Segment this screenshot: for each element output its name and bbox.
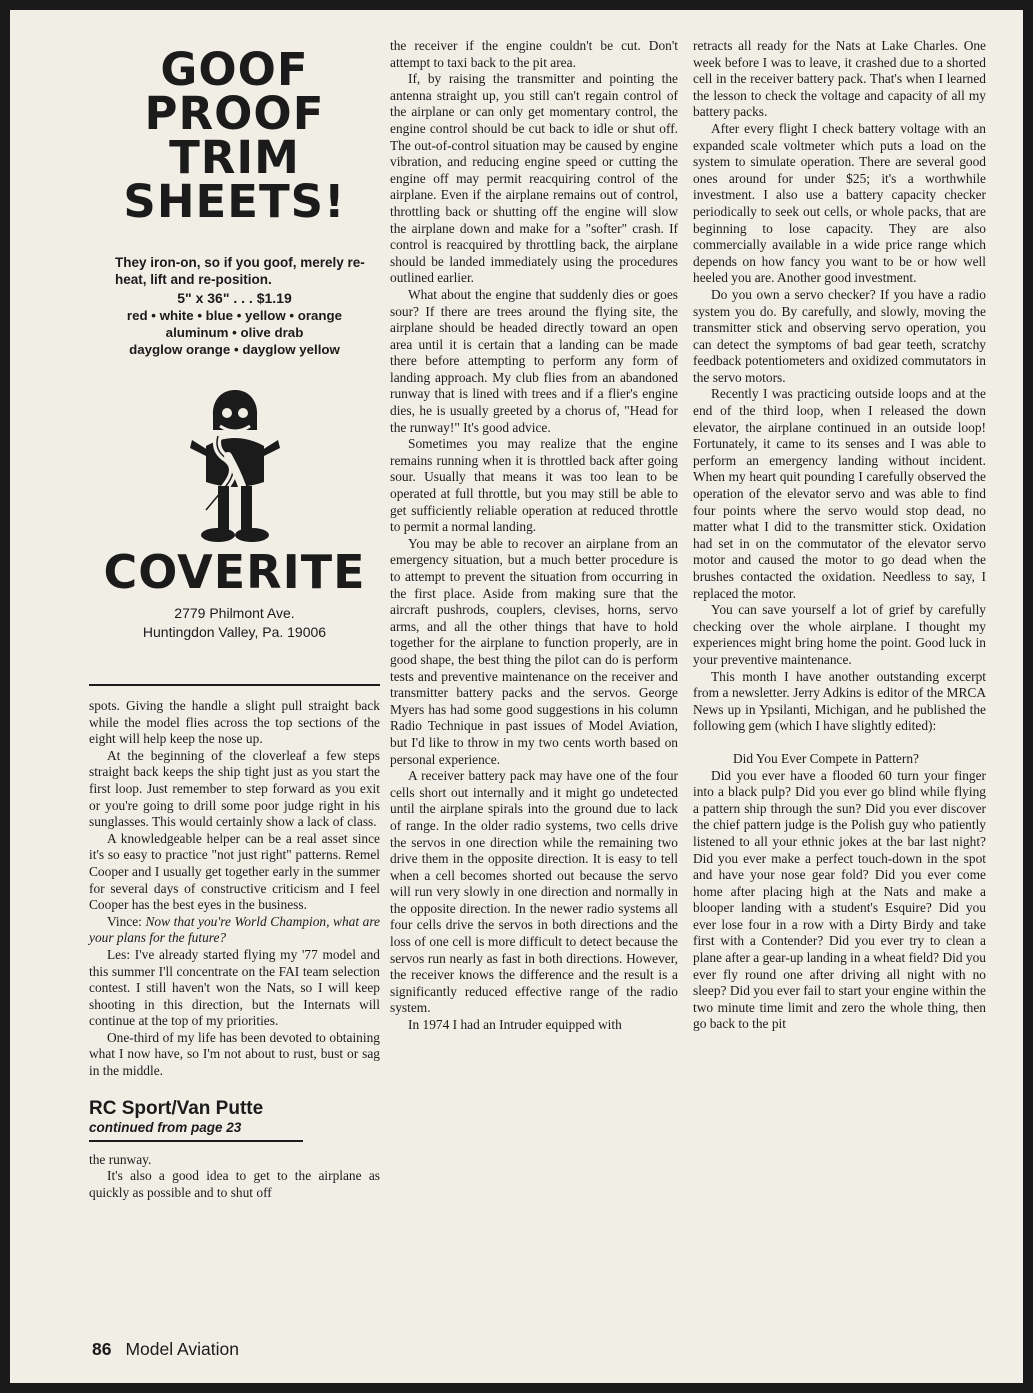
middle-column [390,38,678,1034]
paragraph: A receiver battery pack may have one of the four cells short out internally and it might go undetected until the airplane spirals into the ground due to lack of range. In the older radio systems, two cells drive the servos in one direction while the remaining two drive them in the opposite direction. It is easy to tell when a cell becomes shorted out because the servo will run very slowly in one direction and normally in the opposite direction. In the newer radio systems all four cells drive the servos in both directions and the loss of one cell is more difficult to detect because the servos run nearly as fast in both directions. However, the receiver knows the difference and the result is a significantly reduced effective range of the radio system. [390,768,678,1016]
interview-answer: Les: I've already started flying my '77 model and this summer I'll concentrate on the FAI team selection contest. I still haven't won the Nats, so I will keep shooting in this direction, but the Internats will continue at the top of my priorities. [89,946,380,1029]
paragraph: Did you ever have a flooded 60 turn your finger into a black pulp? Did you ever go blind while flying a pattern ship through the sun? Did you ever discover the chief pattern judge is the Polish guy who patiently listened to all your ethnic jokes at the bar last night? Did you ever make a perfect touch-down in the spot and have your nose gear fold? Did you ever come home after placing high at the Nats and make a blooper landing with a student's Esquire? Did you ever lose four in a row with a Dirty Birdy and take first with a Contender? Did you ever try to clean a plane after a gear-up landing in a wheat field? Did you ever fly round one after driving all night with no sleep? Did you ever fail to start your engine within the two minute time limit and zero the whole thing, then go back to the pit [693,767,986,1032]
paragraph: the runway. [89,1151,152,1167]
ad-price: 5" x 36" . . . $1.19 [177,290,292,306]
paragraph: In 1974 I had an Intruder equipped with [408,1017,622,1033]
right-column [693,38,986,1033]
ad-address: 2779 Philmont Ave. Huntingdon Valley, Pa. 19006 [142,604,327,640]
magazine-page [10,10,1023,1383]
left-article-text [89,698,380,1201]
paragraph: Sometimes you may realize that the engine remains running when it is throttled back after going sour. Usually that means it was too lean to be operated at full throttle, but you may still be able to get sufficiently reliable operation at reduced throttle to permit a normal landing. [390,436,678,535]
paragraph: One-third of my life has been devoted to obtaining what I now have, so I'm not about to rust, bust or sag in the middle. [89,1029,380,1079]
paragraph: It's also a good idea to get to the airplane as quickly as possible and to shut off [89,1168,380,1200]
interview-question: Vince: Now that you're World Champion, what are your plans for the future? [89,913,380,946]
paragraph: If, by raising the transmitter and pointing the antenna straight up, you still can't regain control of the airplane or can only get momentary control, the engine control should be cut back to idle or shut off. The out-of-control situation may be caused by engine vibration, and reducing engine speed or cutting the engine off may permit reacquiring control of the airplane. Even if the airplane remains out of control, throttling back or shutting off the engine will slow the airplane down and make for a "softer" crash. If control is reacquired by throttling back, the airplane should be landed immediately using the procedures outlined earlier. [390,71,678,286]
ad-brand-logo: COVERITE [103,544,366,599]
ad-tagline: They iron-on, so if you goof, merely re-heat, lift and re-position. [115,255,365,287]
ad-headline: GOOF PROOF TRIM SHEETS! [123,43,346,228]
paragraph: You can save yourself a lot of grief by carefully checking over the whole airplane. I thought my experiences might bring home the point. Good luck in your preventive maintenance. [693,602,986,667]
page-number: 86 [92,1339,112,1359]
paragraph: At the beginning of the cloverleaf a few steps straight back keeps the ship tight just as you start the first loop. Just remember to step forward as you exit or you're going to drill some poor judge right in his sunglasses. This would certainly show a lack of class. [89,747,380,830]
mascot-illustration [180,386,290,546]
paragraph: This month I have another outstanding excerpt from a newsletter. Jerry Adkins is editor of the MRCA News up in Ypsilanti, Michigan, and he published the following gem (which I have slightly edited): [693,668,986,734]
paragraph: A knowledgeable helper can be a real asset since it's so easy to practice "not just right" patterns. Remel Cooper and I usually get together early in the summer for several days of constructive criticism and I feel Cooper has the best eyes in the business. [89,830,380,913]
paragraph: Recently I was practicing outside loops and at the end of the third loop, when I released the down elevator, the airplane continued in an outside loop! Fortunately, it came to its senses and I was able to perform an emergency landing without incident. When my heart quit pounding I carefully observed the operation of the elevator servo and was able to find four points where the servo would stop dead, no matter what I did to the transmitter stick. Oxidation had set in on the commutator of the elevator servo motor and caused the motor to go dead when the brushes contacted the oxidation. Needless to say, I replaced the motor. [693,386,986,601]
section-title: RC Sport/Van Putte [89,1097,264,1119]
newsletter-title: Did You Ever Compete in Pattern? [733,750,919,766]
paragraph: After every flight I check battery voltage with an expanded scale voltmeter which puts a load on the system to simulate operation. There are several good ones around for under $25; it's a worthwhile investment. I also use a battery capacity checker periodically to seek out cells, or whole packs, that are beginning to lose capacity. They are also commercially available in a wide price range which depends on how fancy you want to be or how well heeled you are. Another good investment. [693,120,986,286]
paragraph: You may be able to recover an airplane from an emergency situation, but a much better procedure is to attempt to prevent the situation from occurring in the first place. Aside from making sure that the aircraft pushrods, couplers, clevises, horns, servo arms, and all the other things that have to hold together for the airplane to function properly, are in good shape, the best thing the pilot can do is perform tests and preventive maintenance on the receiver and transmitter battery packs and the servos. George Myers has had some good suggestions in his column Radio Technique in past issues of Model Aviation, but I'd like to throw in my two cents worth based on personal experience. [390,535,678,767]
paragraph: retracts all ready for the Nats at Lake Charles. One week before I was to leave, it crashed due to a shorted cell in the receiver battery pack. That's when I learned the lesson to check the voltage and capacity of all my battery packs. [693,38,986,120]
paragraph: spots. Giving the handle a slight pull straight back while the model flies across the top sections of the eight will help keep the nose up. [89,698,380,747]
paragraph: What about the engine that suddenly dies or goes sour? If there are trees around the flying site, the airplane should be headed directly toward an open area until it is certain that a landing can be made there before attempting to perform any form of landing approach. My club flies from an abandoned runway that is lined with trees and if a flier's engine dies, he is usually greeted by a chorus of, "Head for the runway!" It's good advice. [390,286,678,435]
magazine-name: Model Aviation [125,1339,239,1359]
paragraph: the receiver if the engine couldn't be cut. Don't attempt to taxi back to the pit area. [390,38,678,70]
left-column [89,43,380,1201]
ad-color-list: red • white • blue • yellow • orange aluminum • olive drab dayglow orange • dayglow yellow [126,307,343,357]
coverite-advertisement [89,43,380,686]
paragraph: Do you own a servo checker? If you have a radio system you do. By carefully, and slowly, moving the transmitter stick and observing servo operation, you can detect the symptoms of bad gear teeth, scratchy feedback potentiometers and oxidized commutators in the servo motors. [693,286,986,385]
section-continuation-note: continued from page 23 [89,1120,303,1142]
page-footer [92,1339,239,1360]
